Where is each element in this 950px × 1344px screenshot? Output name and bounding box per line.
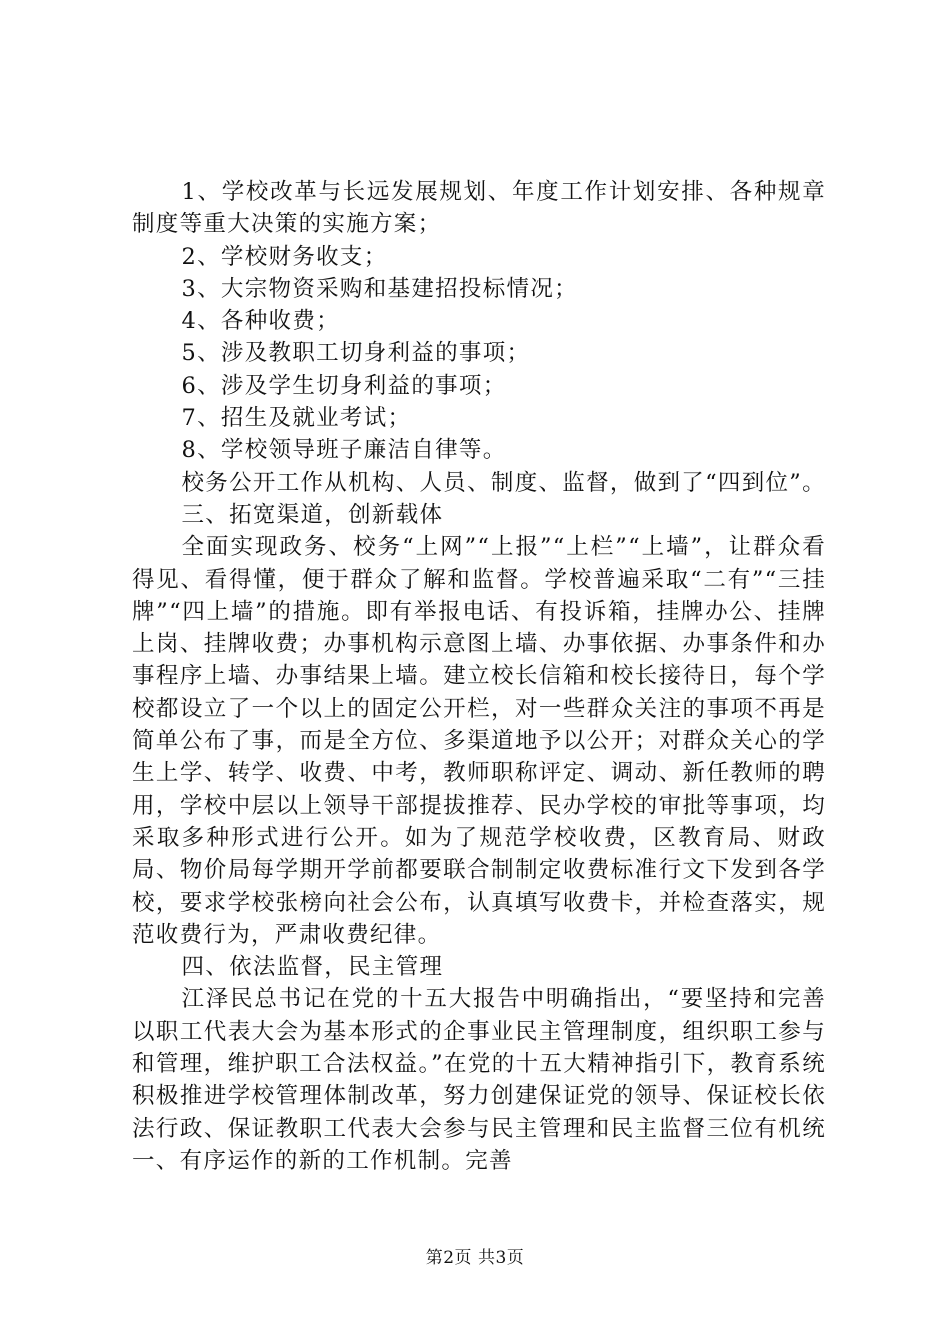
paragraph-four-in-place: 校务公开工作从机构、人员、制度、监督，做到了“四到位”。 bbox=[181, 469, 826, 496]
paragraph-item-5: 5、涉及教职工切身利益的事项； bbox=[181, 340, 531, 367]
paragraph-item-8: 8、学校领导班子廉洁自律等。 bbox=[181, 437, 507, 464]
paragraph-item-6: 6、涉及学生切身利益的事项； bbox=[181, 372, 507, 399]
page-footer: 第2页 共3页 bbox=[425, 1248, 525, 1268]
paragraph-item-2: 2、学校财务收支； bbox=[181, 243, 388, 270]
paragraph-item-3: 3、大宗物资采购和基建招投标情况； bbox=[181, 275, 578, 302]
section-heading-4: 四、依法监督，民主管理 bbox=[181, 954, 444, 981]
section-heading-3: 三、拓宽渠道，创新载体 bbox=[181, 501, 444, 528]
paragraph-item-4: 4、各种收费； bbox=[181, 308, 340, 335]
paragraph-channels: 全面实现政务、校务“上网”“上报”“上栏”“上墙”，让群众看得见、看得懂，便于群众了解和监督。学校普遍采取“二有”“三挂牌”“四上墙”的措施。即有举报电话、有投诉箱，挂牌办公、挂牌上岗、挂牌收费；办事机构示意图上墙、办事依据、办事条件和办事程序上墙、办事结果上墙。建立校长信箱和校长接待日，每个学校都设立了一个以上的固定公开栏，对一些群众关注的事项不再是简单公布了事，而是全方位、多渠道地予以公开；对群众关心的学生上学、转学、收费、中考，教师职称评定、调动、新任教师的聘用，学校中层以上领导干部提拔推荐、民办学校的审批等事项，均采取多种形式进行公开。如为了规范学校收费，区教育局、财政局、物价局每学期开学前都要联合制制定收费标准行文下发到各学校，要求学校张榜向社会公布，认真填写收费卡，并检查落实，规范收费行为，严肃收费纪律。 bbox=[132, 534, 826, 948]
paragraph-item-1: 1、学校改革与长远发展规划、年度工作计划安排、各种规章制度等重大决策的实施方案； bbox=[132, 179, 826, 238]
paragraph-supervision: 江泽民总书记在党的十五大报告中明确指出，“要坚持和完善以职工代表大会为基本形式的企事业民主管理制度，组织职工参与和管理，维护职工合法权益。”在党的十五大精神指引下，教育系统积极推进学校管理体制改革，努力创建保证党的领导、保证校长依法行政、保证教职工代表大会参与民主管理和民主监督三位有机统一、有序运作的新的工作机制。完善 bbox=[132, 986, 826, 1174]
document-body bbox=[132, 176, 826, 1177]
paragraph-item-7: 7、招生及就业考试； bbox=[181, 405, 412, 432]
